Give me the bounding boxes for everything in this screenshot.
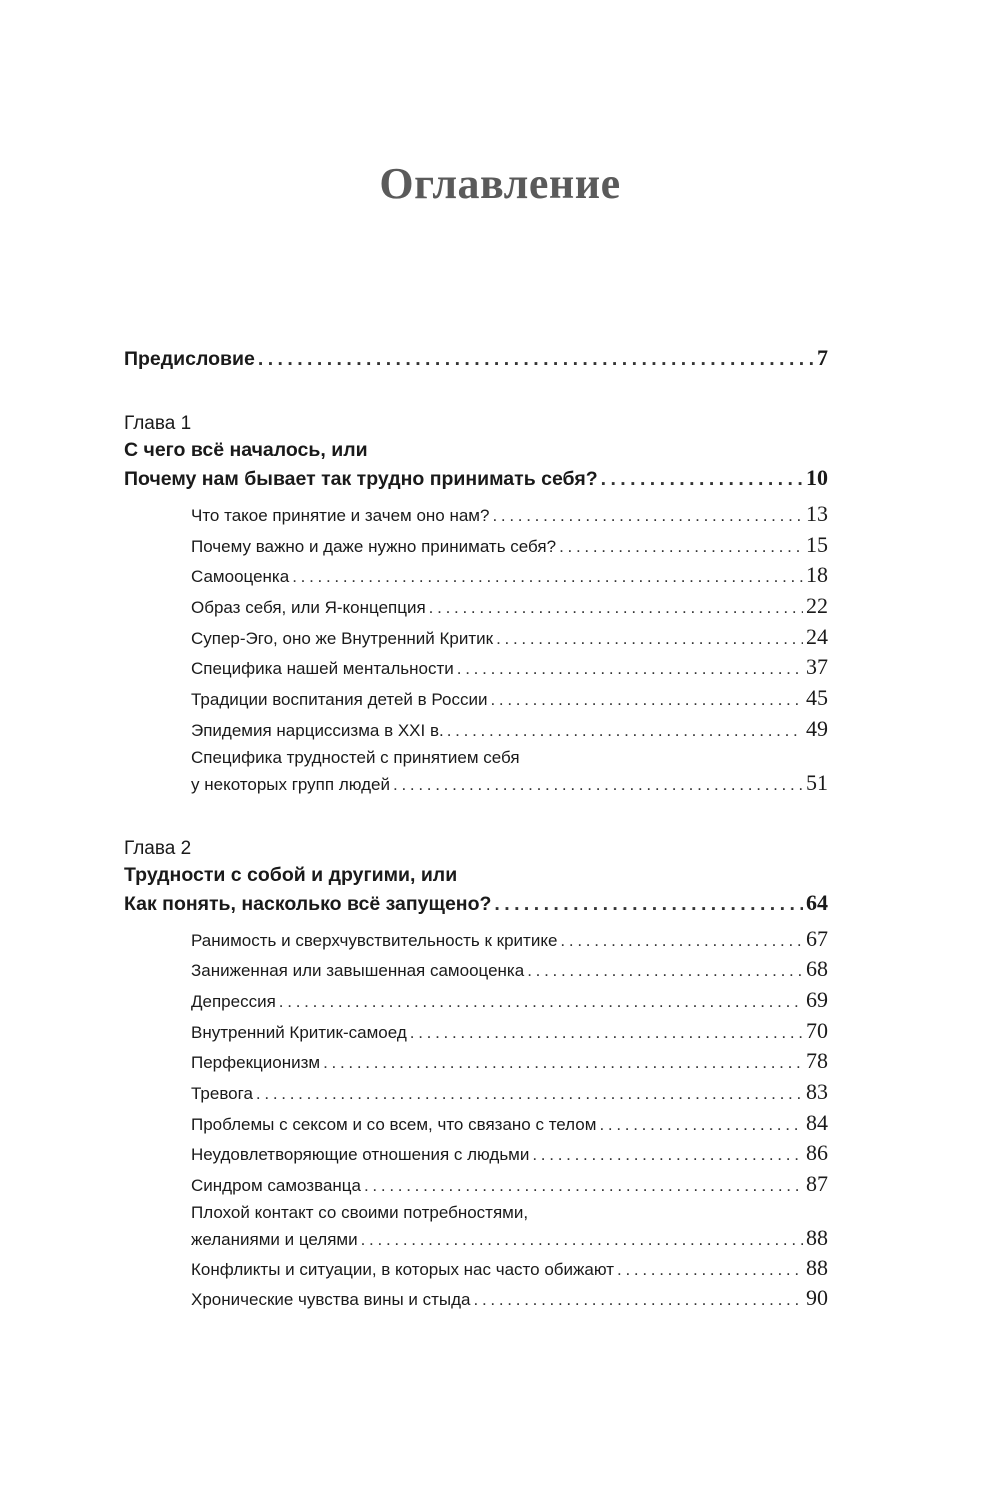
toc-entry-label: Проблемы с сексом и со всем, что связано с телом <box>191 1114 597 1134</box>
toc-entry-label: у некоторых групп людей <box>191 774 390 794</box>
toc-page-number: 90 <box>806 1285 828 1311</box>
toc-entry-label-line: Плохой контакт со своими потребностями, <box>191 1202 529 1222</box>
dot-leader <box>256 1079 803 1110</box>
toc-entry-section[interactable] <box>124 1016 828 1047</box>
dot-leader <box>474 1285 803 1316</box>
toc-entry-label: Неудовлетворяющие отношения с людьми <box>191 1145 530 1165</box>
toc-entry-section[interactable] <box>124 1138 828 1169</box>
toc-page-number: 51 <box>806 769 828 795</box>
toc-entry-label: Предисловие <box>124 348 255 370</box>
dot-leader <box>393 772 803 798</box>
toc-entry-section[interactable] <box>124 714 828 745</box>
toc-entry-label: Ранимость и сверхчувствительность к критике <box>191 930 558 950</box>
toc-page-number: 78 <box>806 1048 828 1074</box>
dot-leader <box>429 593 803 624</box>
toc-entry-section[interactable] <box>124 1077 828 1108</box>
toc-entry-section[interactable] <box>124 924 828 955</box>
dot-leader <box>527 956 803 987</box>
toc-page-number: 83 <box>806 1078 828 1104</box>
toc-page-number: 84 <box>806 1109 828 1135</box>
toc-page-number: 37 <box>806 654 828 680</box>
dot-leader <box>279 987 803 1018</box>
dot-leader <box>410 1018 803 1049</box>
dot-leader <box>490 685 803 716</box>
chapter-title-line: Почему нам бывает так трудно принимать себя? <box>124 468 598 490</box>
toc-entry-section[interactable] <box>124 954 828 985</box>
toc-entry-section[interactable] <box>124 1169 828 1200</box>
dot-leader <box>323 1048 803 1079</box>
dot-leader <box>492 501 803 532</box>
toc-page-number: 24 <box>806 623 828 649</box>
toc-entry-label: Перфекционизм <box>191 1053 321 1073</box>
toc-page-number: 22 <box>806 593 828 619</box>
toc-entry-label: Конфликты и ситуации, в которых нас часто обижают <box>191 1259 614 1279</box>
toc-entry-preface[interactable] <box>124 345 828 381</box>
toc-page-number: 64 <box>806 889 828 915</box>
toc-entry-label: Хронические чувства вины и стыда <box>191 1290 471 1310</box>
chapter-title-line: Как понять, насколько всё запущено? <box>124 892 492 915</box>
toc-page-number: 67 <box>806 925 828 951</box>
chapter-title-line: С чего всё началось, или <box>124 439 368 461</box>
toc-page-number: 7 <box>817 345 828 370</box>
toc-page-number: 10 <box>806 465 828 490</box>
toc-entry-label: Заниженная или завышенная самооценка <box>191 961 525 981</box>
toc-entry-section[interactable] <box>124 1046 828 1077</box>
dot-leader <box>447 716 803 747</box>
chapter-number: Глава 1 <box>124 413 192 434</box>
dot-leader <box>258 348 814 371</box>
toc-entry-section[interactable] <box>124 1283 828 1314</box>
dot-leader <box>601 464 803 494</box>
toc-page-number: 15 <box>806 531 828 557</box>
toc-entry-chapter-1[interactable] <box>124 463 828 499</box>
toc-entry-section[interactable] <box>124 591 828 622</box>
toc-entry-section[interactable] <box>124 1253 828 1284</box>
toc-entry-section[interactable] <box>124 499 828 530</box>
toc-page-number: 86 <box>806 1140 828 1166</box>
dot-leader <box>559 532 803 563</box>
toc-page-number: 18 <box>806 562 828 588</box>
toc-page-number: 49 <box>806 715 828 741</box>
toc-entry-section[interactable] <box>124 770 828 798</box>
toc-page-number: 45 <box>806 685 828 711</box>
toc-entry-section[interactable] <box>124 560 828 591</box>
toc-entry-label: Что такое принятие и зачем оно нам? <box>191 506 490 525</box>
toc-entry-section[interactable] <box>124 652 828 683</box>
toc-entry-section[interactable] <box>124 985 828 1016</box>
toc-entry-label: Внутренний Критик-самоед <box>191 1022 407 1042</box>
dot-leader <box>361 1227 803 1253</box>
toc-page-number: 68 <box>806 956 828 982</box>
toc-entry-label-line: Специфика трудностей с принятием себя <box>191 747 520 767</box>
toc-entry-label: Тревога <box>191 1083 253 1103</box>
toc-page-number: 88 <box>806 1224 828 1250</box>
dot-leader <box>494 889 803 919</box>
chapter-number: Глава 2 <box>124 837 192 859</box>
table-of-contents <box>124 345 828 1314</box>
toc-page-number: 87 <box>806 1171 828 1196</box>
dot-leader <box>599 1110 803 1141</box>
toc-page-number: 69 <box>806 986 828 1012</box>
toc-entry-label: Самооценка <box>191 567 290 587</box>
toc-entry-label: Образ себя, или Я-концепция <box>191 598 426 618</box>
dot-leader <box>457 654 803 685</box>
dot-leader <box>364 1171 803 1202</box>
toc-entry-section[interactable] <box>124 622 828 653</box>
toc-entry-label: Супер-Эго, оно же Внутренний Критик <box>191 628 494 648</box>
chapter-title-line: Трудности с собой и другими, или <box>124 863 458 886</box>
toc-entry-section[interactable] <box>124 530 828 561</box>
toc-page-number: 88 <box>806 1254 828 1280</box>
dot-leader <box>532 1140 803 1171</box>
page-title: Оглавление <box>379 159 621 208</box>
toc-entry-section[interactable] <box>124 1225 828 1253</box>
toc-entry-section[interactable] <box>124 683 828 714</box>
dot-leader <box>292 562 803 593</box>
dot-leader <box>617 1255 803 1286</box>
dot-leader <box>560 926 803 957</box>
toc-entry-label: Специфика нашей ментальности <box>191 659 454 679</box>
spacer <box>124 798 828 806</box>
toc-entry-label: Эпидемия нарциссизма в XXI в. <box>191 720 444 740</box>
toc-entry-section[interactable] <box>124 1108 828 1139</box>
dot-leader <box>496 624 803 655</box>
toc-entry-chapter-2[interactable] <box>124 888 828 924</box>
toc-entry-label: Синдром самозванца <box>191 1176 361 1195</box>
toc-entry-label: желаниями и целями <box>191 1229 358 1249</box>
toc-page-number: 70 <box>806 1017 828 1043</box>
toc-page-number: 13 <box>806 501 828 526</box>
toc-entry-label: Депрессия <box>191 991 276 1011</box>
toc-entry-label: Традиции воспитания детей в России <box>191 690 488 710</box>
toc-entry-label: Почему важно и даже нужно принимать себя? <box>191 536 557 556</box>
